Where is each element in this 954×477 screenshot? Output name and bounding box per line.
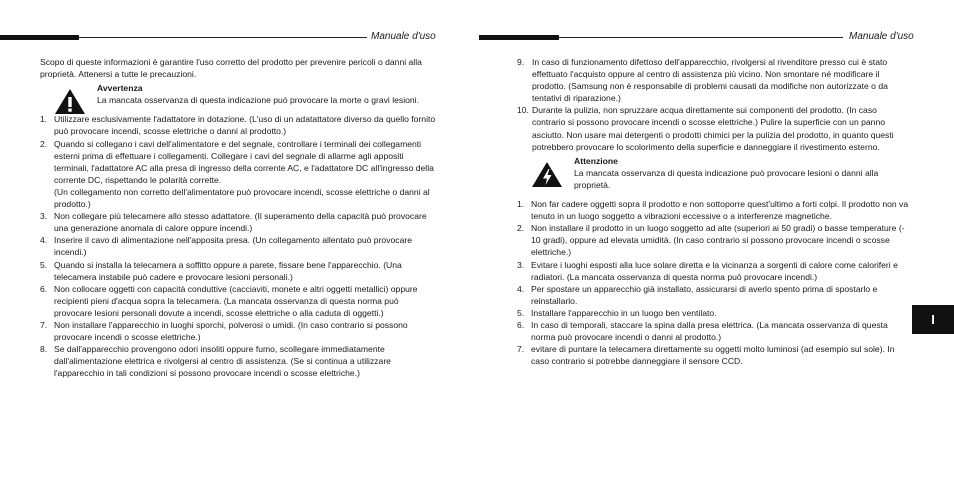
header-title: Manuale d'uso: [371, 31, 436, 42]
list-item: 7. Non installare l'apparecchio in luoghi sporchi, polverosi o umidi. (In caso contrario si possono provocare incendi o scosse elettriche.): [40, 319, 408, 343]
header-bar: [0, 35, 79, 40]
right-page: [477, 0, 954, 477]
list-item: 6. Non collocare oggetti con capacità conduttive (cacciaviti, monete e altri oggetti metallici) oppure recipienti pieni d'acqua sopra la telecamera. (La mancata osservanza di questa norma può provocare lesioni personali dovute a incendi, scosse elettriche o alla caduta di oggetti.): [40, 283, 418, 318]
list-item: 5. Installare l'apparecchio in un luogo ben ventilato.: [517, 307, 717, 318]
left-content: [40, 56, 436, 379]
caution-block: [517, 155, 912, 191]
list-item: 9. In caso di funzionamento difettoso dell'apparecchio, rivolgersi al rivenditore presso cui è stato effettuato l'acquisto oppure al centro di assistenza più vicino. Non smontare né modificare il prodotto. (Samsung non è responsabile di problemi causati da modifiche non autorizzate o da tentativi di riparazione.): [517, 57, 888, 104]
list-item: 10. Durante la pulizia, non spruzzare acqua direttamente sui componenti del prodotto. (In caso contrario si possono provocare incendi o scosse elettriche.) Pulire la superficie con un panno asciutto. Non usare mai detergenti o prodotti chimici per la pulizia del prodotto, in quanto questi potrebbero provocare lo scolorimento della superficie e danneggiare il rivestimento esterno.: [517, 105, 894, 152]
list-item: 6. In caso di temporali, staccare la spina dalla presa elettrica. (La mancata osservanza di questa norma può provocare incendi o danni al prodotto.): [517, 319, 888, 343]
list-item: 3. Evitare i luoghi esposti alla luce solare diretta e la vicinanza a sorgenti di calore come caloriferi e radiatori. (La mancata osservanza di questa norma può provocare incendi.): [517, 259, 898, 282]
list-item: 1. Utilizzare esclusivamente l'adattatore in dotazione. (L'uso di un adatattatore diverso da quello fornito può provocare incendi, scosse elettriche o danni al prodotto.): [40, 114, 436, 137]
list-item: 1. Non far cadere oggetti sopra il prodotto e non sottoporre quest'ultimo a forti colpi. Il prodotto non va tenuto in un luogo soggetto a vibrazioni eccessive o a interferenze magnetiche.: [517, 199, 909, 222]
header-title: Manuale d'uso: [849, 31, 914, 42]
warning-list-continued: [517, 56, 912, 153]
list-item: 3. Non collegare più telecamere allo stesso adattatore. (Il superamento della capacità può provocare una generazione anomala di calore oppure incendi.): [40, 211, 427, 234]
list-item: 2. Non installare il prodotto in un luogo soggetto ad alte (superiori ai 50 gradi) o basse temperature (- 10 gradi), oppure ad elevata umidità. (In caso contrario si possono provocare incendi o scosse elettriche.): [517, 223, 905, 258]
list-item: 4. Inserire il cavo di alimentazione nell'apposita presa. (Un collegamento allentato può provocare incendi.): [40, 235, 413, 258]
warning-list: [40, 113, 436, 379]
caution-list: [517, 198, 912, 367]
warning-title: Avvertenza: [97, 83, 143, 94]
intro-text: Scopo di queste informazioni è garantire l'uso corretto del prodotto per prevenire pericoli o danni alla proprietà. Attenersi a tutte le precauzioni.: [40, 57, 422, 80]
list-item: 2. Quando si collegano i cavi dell'alimentatore e del segnale, controllare i terminali dei collegamenti esterni prima di effettuare i collegamenti. Collegare i cavi del segnale di allarme agli appositi terminali, l'adattatore AC alla presa di ingresso della corrente AC, e l'adattatore DC all'ingresso della corrente DC, rispettando le polarità corrette. (Un collegamento non corretto dell'alimentatore può provocare incendi, scosse elettriche o danni al prodotto.): [40, 138, 434, 210]
caution-icon: [531, 161, 563, 191]
warning-block: [40, 82, 436, 106]
caution-text: La mancata osservanza di questa indicazione può provocare lesioni o danni alla proprietà.: [574, 167, 879, 190]
section-tab: I: [912, 305, 954, 334]
caution-title: Attenzione: [574, 155, 618, 166]
list-item: 5. Quando si installa la telecamera a soffitto oppure a parete, fissare bene l'apparecchio. (Una telecamera instabile può cadere e provocare lesioni personali.): [40, 259, 402, 282]
header-rule: [79, 37, 367, 38]
list-item: 8. Se dall'apparecchio provengono odori insoliti oppure fumo, scollegare immediatamente dall'alimentazione elettrica e rivolgersi al centro di assistenza. (Se si continua a utilizzare l'apparecchio in tali condizioni si possono provocare incendi o scosse elettriche.): [40, 344, 391, 379]
list-item: 7. evitare di puntare la telecamera direttamente su oggetti molto luminosi (ad esempio sul sole). In caso contrario si potrebbe danneggiare il sensore CCD.: [517, 344, 895, 367]
header-rule: [559, 37, 843, 38]
warning-text: La mancata osservanza di questa indicazione può provocare la morte o gravi lesioni.: [97, 95, 419, 106]
header-bar: [479, 35, 559, 40]
right-content: [517, 56, 912, 367]
list-item: 4. Per spostare un apparecchio già installato, assicurarsi di averlo spento prima di spostarlo e reinstallarlo.: [517, 283, 878, 306]
